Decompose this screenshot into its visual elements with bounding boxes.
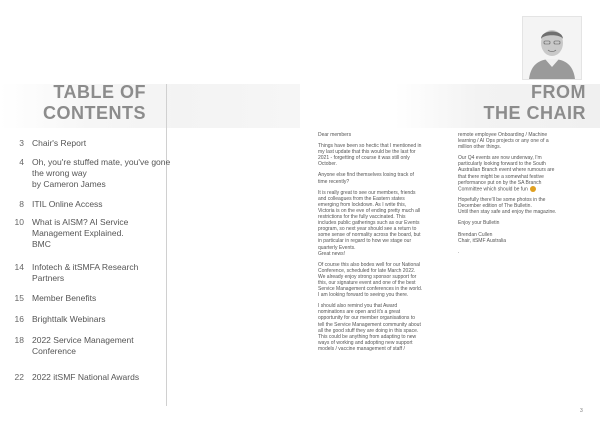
toc-title-line-2: CONTENTS xyxy=(43,103,146,123)
toc-entry-title-text: Oh, you're stuffed mate, you've gone the wrong way xyxy=(32,157,171,178)
letter-line: nominations are open and it's a great xyxy=(318,309,401,316)
toc-entry-title xyxy=(32,314,172,325)
toc-page-number: 3 xyxy=(19,138,24,148)
letter-line: learning / AI Ops projects or any one of a xyxy=(458,138,549,145)
letter-line: this, our signature event and one of the best xyxy=(318,279,416,286)
chair-title-line-1: FROM xyxy=(531,82,586,102)
chair-portrait-photo xyxy=(522,16,582,80)
page-number: 3 xyxy=(580,408,583,414)
letter-line: tell the Service Management community about xyxy=(318,321,421,328)
letter-line: my last update that this would be the last for xyxy=(318,149,416,156)
letter-line: Dear members xyxy=(318,132,352,138)
letter-line: includes public gatherings such as our Events xyxy=(318,220,420,227)
letter-line: Chair, itSMF Australia xyxy=(458,237,507,244)
letter-line: This could be anything from adapting to new xyxy=(318,333,417,340)
letter-line: Committee which should be fun xyxy=(458,186,528,193)
letter-line: Things have been so hectic that I mentioned in xyxy=(318,143,422,150)
letter-line: opportunity for our member organisations to xyxy=(318,315,415,322)
letter-paragraph xyxy=(318,303,456,352)
letter-line: . xyxy=(458,248,460,255)
letter-paragraph xyxy=(318,172,456,184)
letter-line: Conference, scheduled for late March 2022. xyxy=(318,267,416,274)
letter-paragraph xyxy=(318,143,456,167)
chair-title xyxy=(484,82,587,124)
letter-line: ways of working and adopting new support xyxy=(318,339,413,346)
toc-entry-title xyxy=(32,293,172,304)
letter-paragraph xyxy=(458,249,584,255)
toc-entry-title-text: Brighttalk Webinars xyxy=(32,314,106,324)
chair-letter-column-1 xyxy=(318,132,456,357)
letter-line: Brendan Cullen xyxy=(458,231,493,238)
toc-entry-title-text: 2022 itSMF National Awards xyxy=(32,372,140,382)
toc-entry-title xyxy=(32,372,172,383)
letter-line: Australian Branch event where rumours are xyxy=(458,167,555,174)
letter-line: I should also remind you that Award xyxy=(318,303,398,310)
letter-line: Victoria is on the eve of ending pretty much all xyxy=(318,207,421,214)
toc-title-line-1: TABLE OF xyxy=(53,82,146,102)
letter-line: Hopefully there'll be some photos in the xyxy=(458,197,546,204)
letter-line: and colleagues from the Eastern states xyxy=(318,195,405,202)
toc-page-number: 10 xyxy=(14,217,24,227)
toc-page-number: 18 xyxy=(14,335,24,345)
toc-entry-title xyxy=(32,138,172,149)
letter-paragraph xyxy=(458,220,584,226)
letter-line: million other things. xyxy=(458,144,502,151)
letter-line: some sense of normality across the board, but xyxy=(318,232,421,239)
letter-line: restrictions for the fully vaccinated. This xyxy=(318,214,406,221)
letter-line: particularly looking forward to the South xyxy=(458,161,546,168)
toc-entry-title-text: What is AISM? AI Service Management Explained. xyxy=(32,217,129,238)
letter-line: We already enjoy strong sponsor support for xyxy=(318,273,417,280)
letter-paragraph xyxy=(458,132,584,150)
toc-entry-title-text: ITIL Online Access xyxy=(32,199,103,209)
letter-line: in particular in regard to how we stage our xyxy=(318,238,412,245)
toc-page-number: 16 xyxy=(14,314,24,324)
letter-line: emerging from lockdown. As I write this, xyxy=(318,201,407,208)
toc-title xyxy=(40,82,146,124)
letter-line: time recently? xyxy=(318,178,350,185)
smiley-emoji-icon xyxy=(530,186,536,192)
letter-line: program, so next year should see a return to xyxy=(318,226,417,233)
toc-entry-title-text: Infotech & itSMFA Research Partners xyxy=(32,262,139,283)
toc-page-number: 4 xyxy=(19,157,24,167)
toc-entry-title xyxy=(32,335,172,357)
toc-entry-subtitle: by Cameron James xyxy=(32,179,106,189)
toc-entry-title-text: 2022 Service Management Conference xyxy=(32,335,134,356)
portrait-photo-icon xyxy=(523,17,581,79)
letter-line: October. xyxy=(318,161,337,168)
toc-page-number: 14 xyxy=(14,262,24,272)
letter-line: Of course this also bodes well for our National xyxy=(318,261,420,268)
letter-paragraph xyxy=(318,132,456,138)
letter-line: Service Management conferences in the world. xyxy=(318,286,423,293)
toc-page-number: 8 xyxy=(19,199,24,209)
letter-paragraph xyxy=(318,262,456,299)
toc-entry-title xyxy=(32,199,172,210)
chair-title-line-2: THE CHAIR xyxy=(483,103,586,123)
letter-line: Anyone else find themselves losing track of xyxy=(318,172,414,179)
toc-entry-title xyxy=(32,217,172,250)
letter-line: models / vaccine management of staff / xyxy=(318,345,405,352)
letter-line: Until then stay safe and enjoy the magazine. xyxy=(458,209,557,216)
letter-line: December edition of The Bulletin. xyxy=(458,203,532,210)
toc-entry-title-text: Member Benefits xyxy=(32,293,97,303)
toc-entry-subtitle: BMC xyxy=(32,239,51,249)
letter-line: Great news! xyxy=(318,250,345,257)
letter-line: Our Q4 events are now underway, I'm xyxy=(458,155,542,162)
toc-entry-title-text: Chair's Report xyxy=(32,138,87,148)
letter-line: Enjoy your Bulletin xyxy=(458,220,500,227)
letter-paragraph xyxy=(458,197,584,215)
letter-line: quarterly Events. xyxy=(318,244,356,251)
toc-entry-title xyxy=(32,262,172,284)
letter-line: that there might be a somewhat festive xyxy=(458,173,544,180)
letter-line: performance put on by the SA Branch xyxy=(458,179,542,186)
letter-line: I am looking forward to seeing you there. xyxy=(318,292,409,299)
letter-line: It is really great to see our members, friends xyxy=(318,189,416,196)
toc-page-number: 15 xyxy=(14,293,24,303)
letter-paragraph xyxy=(318,190,456,257)
letter-line: all the good stuff they are doing in this space. xyxy=(318,327,419,334)
letter-line: 2021 - forgetting of course it was still only xyxy=(318,155,410,162)
letter-paragraph xyxy=(458,232,584,244)
toc-page-number: 22 xyxy=(14,372,24,382)
toc-entry-title xyxy=(32,157,172,190)
letter-paragraph xyxy=(458,155,584,192)
letter-line: remote employee Onboarding / Machine xyxy=(458,132,548,138)
chair-letter-column-2 xyxy=(458,132,584,260)
